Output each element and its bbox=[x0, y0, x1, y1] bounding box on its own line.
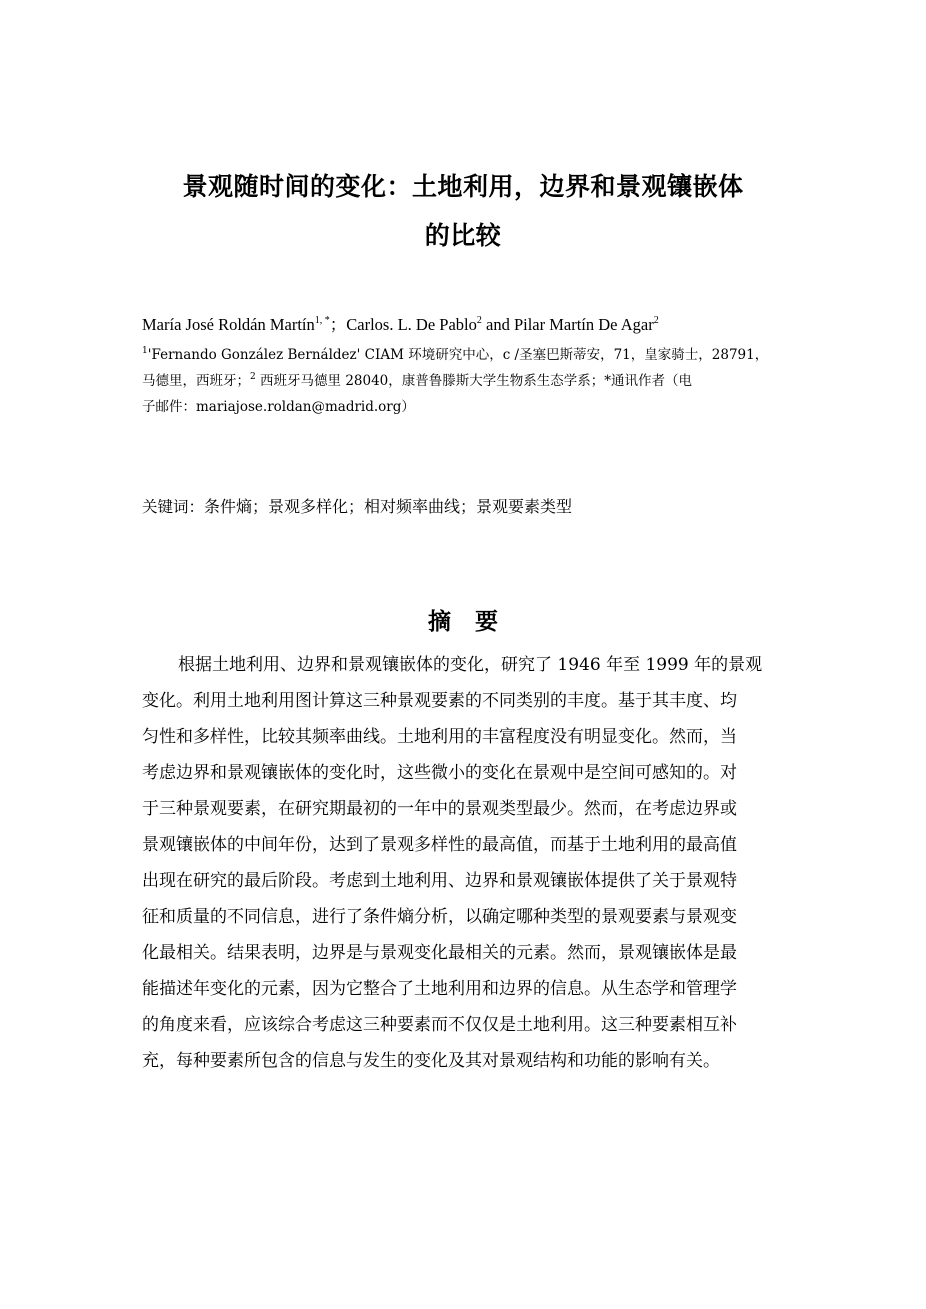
abstract-line: 征和质量的不同信息，进行了条件熵分析，以确定哪种类型的景观要素与景观变 bbox=[142, 907, 737, 927]
abstract-line: 根据土地利用、边界和景观镶嵌体的变化，研究了 1946 年至 1999 年的景观 bbox=[178, 655, 763, 675]
author-1-marker: 1, * bbox=[314, 315, 330, 326]
author-separator: ；Carlos. L. De Pablo bbox=[329, 315, 477, 334]
author-3-marker: 2 bbox=[653, 315, 659, 326]
keywords bbox=[142, 494, 572, 520]
affiliation-line-2: 马德里，西班牙；$^2$ 西班牙马德里 28040，康普鲁滕斯大学生物系生态学系；*通讯作者（电 bbox=[142, 372, 693, 389]
abstract-line: 出现在研究的最后阶段。考虑到土地利用、边界和景观镶嵌体提供了关于景观特 bbox=[142, 871, 737, 891]
author-list bbox=[142, 313, 659, 337]
abstract-line: 的角度来看，应该综合考虑这三种要素而不仅仅是土地利用。这三种要素相互补 bbox=[142, 1015, 737, 1035]
affiliation-line-1: $^1$'Fernando González Bernáldez' CIAM 环境研究中心，c /圣塞巴斯蒂安，71，皇家骑士，28791， bbox=[142, 346, 769, 363]
affiliation-marker-2: 2 bbox=[250, 372, 256, 382]
abstract-line: 景观镶嵌体的中间年份，达到了景观多样性的最高值，而基于土地利用的最高值 bbox=[142, 835, 737, 855]
affiliation-line-3: 子邮件：mariajose.roldan@madrid.org） bbox=[142, 399, 415, 415]
affiliation-marker-1: 1 bbox=[142, 346, 148, 356]
abstract-line: 化最相关。结果表明，边界是与景观变化最相关的元素。然而，景观镶嵌体是最 bbox=[142, 943, 737, 963]
keywords-label: 关键词： bbox=[142, 498, 205, 516]
author-separator-and: and Pilar Martín De Agar bbox=[481, 315, 654, 334]
author-1-name: María José Roldán Martín bbox=[142, 315, 315, 334]
abstract-heading: 摘要 bbox=[428, 609, 522, 635]
paper-title-line-2: 的比较 bbox=[424, 221, 502, 250]
abstract-line: 变化。利用土地利用图计算这三种景观要素的不同类别的丰度。基于其丰度、均 bbox=[142, 691, 737, 711]
abstract-line: 能描述年变化的元素，因为它整合了土地利用和边界的信息。从生态学和管理学 bbox=[142, 979, 737, 999]
keywords-text: 条件熵；景观多样化；相对频率曲线；景观要素类型 bbox=[204, 497, 573, 516]
abstract-line: 匀性和多样性，比较其频率曲线。土地利用的丰富程度没有明显变化。然而，当 bbox=[142, 727, 737, 747]
author-2-marker: 2 bbox=[476, 315, 482, 326]
paper-title-line-1: 景观随时间的变化：土地利用，边界和景观镶嵌体 bbox=[182, 172, 744, 201]
abstract-line: 考虑边界和景观镶嵌体的变化时，这些微小的变化在景观中是空间可感知的。对 bbox=[142, 763, 737, 783]
abstract-line: 充，每种要素所包含的信息与发生的变化及其对景观结构和功能的影响有关。 bbox=[142, 1051, 720, 1071]
abstract-line: 于三种景观要素，在研究期最初的一年中的景观类型最少。然而，在考虑边界或 bbox=[142, 799, 737, 819]
